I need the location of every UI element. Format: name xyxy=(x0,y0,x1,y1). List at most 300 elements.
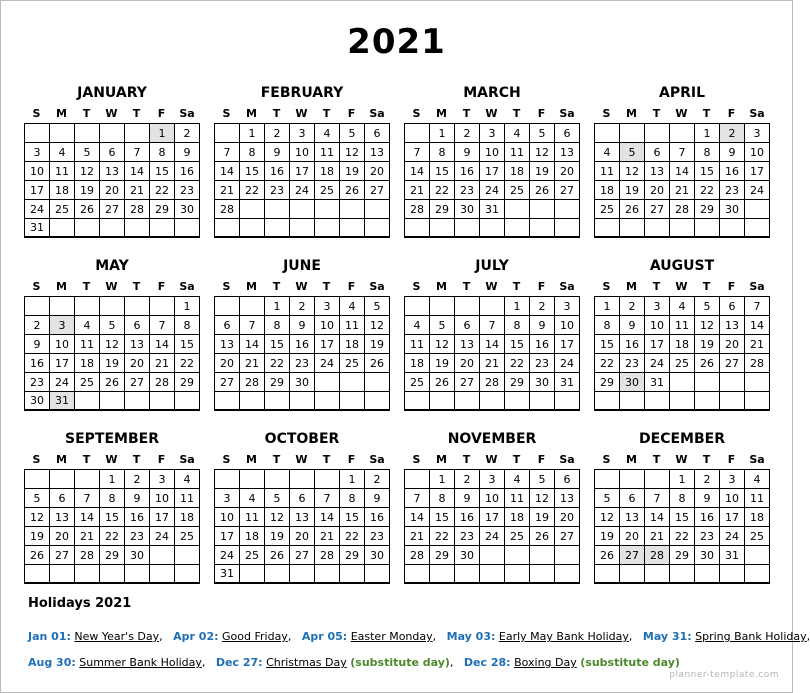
day-cell: 1 xyxy=(695,124,720,143)
day-cell: 9 xyxy=(455,489,480,508)
day-cell: 7 xyxy=(405,143,430,162)
weekday-header-row xyxy=(594,277,770,296)
weekday-header-row xyxy=(404,277,580,296)
empty-cell xyxy=(480,219,505,238)
day-cell: 21 xyxy=(670,181,695,200)
empty-cell xyxy=(240,219,265,238)
day-cell: 30 xyxy=(455,546,480,565)
day-cell: 3 xyxy=(290,124,315,143)
day-cell: 23 xyxy=(455,527,480,546)
holidays-title: Holidays 2021 xyxy=(28,596,132,611)
day-cell: 27 xyxy=(215,373,240,392)
day-cell: 18 xyxy=(670,335,695,354)
empty-cell xyxy=(430,392,455,411)
day-cell: 22 xyxy=(265,354,290,373)
day-cell: 11 xyxy=(405,335,430,354)
day-cell: 20 xyxy=(290,527,315,546)
day-cell: 21 xyxy=(405,527,430,546)
day-cell: 8 xyxy=(430,489,455,508)
day-cell: 12 xyxy=(620,162,645,181)
day-cell: 16 xyxy=(530,335,555,354)
empty-cell xyxy=(670,392,695,411)
holiday-item: Dec 27: Christmas Day (substitute day), xyxy=(215,656,454,669)
weekday-header: F xyxy=(537,280,546,293)
weekday-header: Sa xyxy=(749,453,765,466)
day-cell: 8 xyxy=(430,143,455,162)
empty-cell xyxy=(620,219,645,238)
empty-cell xyxy=(150,297,175,316)
day-cell: 24 xyxy=(555,354,580,373)
empty-cell xyxy=(620,124,645,143)
empty-cell xyxy=(745,200,770,219)
empty-cell xyxy=(530,565,555,584)
holiday-date: Dec 28: xyxy=(463,656,511,669)
day-cell: 3 xyxy=(645,297,670,316)
day-cell: 7 xyxy=(670,143,695,162)
day-cell: 16 xyxy=(720,162,745,181)
weekday-header: T xyxy=(462,280,471,293)
weekday-header: T xyxy=(322,107,331,120)
empty-cell xyxy=(430,565,455,584)
weekday-header: S xyxy=(602,453,611,466)
day-cell: 6 xyxy=(620,489,645,508)
empty-cell xyxy=(175,565,200,584)
day-cell: 10 xyxy=(290,143,315,162)
empty-cell xyxy=(290,470,315,489)
day-cell: 13 xyxy=(455,335,480,354)
holiday-item: Aug 30: Summer Bank Holiday, xyxy=(28,656,206,669)
day-cell: 13 xyxy=(555,143,580,162)
day-cell: 18 xyxy=(745,508,770,527)
day-cell: 13 xyxy=(50,508,75,527)
weekday-header: Sa xyxy=(559,107,575,120)
day-cell: 24 xyxy=(50,373,75,392)
day-cell: 14 xyxy=(405,162,430,181)
day-cell: 24 xyxy=(215,546,240,565)
day-cell: 18 xyxy=(340,335,365,354)
day-cell: 13 xyxy=(290,508,315,527)
empty-cell xyxy=(125,392,150,411)
day-cell: 8 xyxy=(150,143,175,162)
weekday-header: T xyxy=(272,453,281,466)
holiday-name: Spring Bank Holiday xyxy=(695,630,807,643)
day-cell: 29 xyxy=(430,546,455,565)
day-cell: 10 xyxy=(25,162,50,181)
empty-cell xyxy=(505,565,530,584)
weekday-header: Sa xyxy=(179,280,195,293)
day-cell: 14 xyxy=(150,335,175,354)
day-cell: 17 xyxy=(25,181,50,200)
day-cell: 9 xyxy=(290,316,315,335)
day-cell: 4 xyxy=(670,297,695,316)
day-cell: 15 xyxy=(695,162,720,181)
day-cell: 27 xyxy=(100,200,125,219)
empty-cell xyxy=(50,470,75,489)
empty-cell xyxy=(595,219,620,238)
empty-cell xyxy=(695,565,720,584)
day-cell: 1 xyxy=(150,124,175,143)
holiday-item: May 31: Spring Bank Holiday, xyxy=(642,630,810,643)
day-cell: 23 xyxy=(25,373,50,392)
weekday-header: F xyxy=(347,453,356,466)
weekday-header: T xyxy=(272,107,281,120)
empty-cell xyxy=(265,392,290,411)
empty-cell xyxy=(25,124,50,143)
empty-cell xyxy=(315,470,340,489)
day-cell: 22 xyxy=(595,354,620,373)
day-cell: 6 xyxy=(365,124,390,143)
day-cell: 12 xyxy=(340,143,365,162)
empty-cell xyxy=(670,565,695,584)
day-cell: 25 xyxy=(75,373,100,392)
month-february xyxy=(214,82,390,238)
day-cell: 22 xyxy=(150,181,175,200)
holiday-name: Early May Bank Holiday xyxy=(498,630,629,643)
day-cell: 19 xyxy=(100,354,125,373)
empty-cell xyxy=(100,565,125,584)
empty-cell xyxy=(290,392,315,411)
day-cell: 5 xyxy=(530,124,555,143)
day-cell: 30 xyxy=(25,392,50,411)
weekday-header: M xyxy=(626,280,637,293)
empty-cell xyxy=(720,392,745,411)
day-cell: 31 xyxy=(215,565,240,584)
day-cell: 27 xyxy=(555,527,580,546)
day-cell: 3 xyxy=(215,489,240,508)
empty-cell xyxy=(555,219,580,238)
holiday-name: Boxing Day xyxy=(514,656,577,669)
day-cell: 10 xyxy=(745,143,770,162)
day-cell: 22 xyxy=(670,527,695,546)
day-cell: 8 xyxy=(340,489,365,508)
day-cell: 9 xyxy=(265,143,290,162)
day-cell: 4 xyxy=(240,489,265,508)
day-cell: 29 xyxy=(595,373,620,392)
holiday-date: May 03: xyxy=(446,630,496,643)
holiday-name: Christmas Day xyxy=(266,656,347,669)
day-cell: 6 xyxy=(555,124,580,143)
day-cell: 12 xyxy=(695,316,720,335)
weekday-header-row xyxy=(594,450,770,469)
day-cell: 21 xyxy=(405,181,430,200)
empty-cell xyxy=(150,565,175,584)
weekday-header: M xyxy=(246,107,257,120)
weekday-header: M xyxy=(56,453,67,466)
weekday-header: Sa xyxy=(559,453,575,466)
empty-cell xyxy=(480,392,505,411)
day-cell: 8 xyxy=(100,489,125,508)
day-grid xyxy=(594,296,770,411)
day-cell: 11 xyxy=(505,489,530,508)
day-cell: 9 xyxy=(455,143,480,162)
day-cell: 17 xyxy=(480,162,505,181)
day-cell: 15 xyxy=(595,335,620,354)
weekday-header-row xyxy=(24,277,200,296)
day-cell: 29 xyxy=(150,200,175,219)
day-cell: 3 xyxy=(745,124,770,143)
day-cell: 29 xyxy=(430,200,455,219)
day-cell: 15 xyxy=(430,508,455,527)
day-cell: 19 xyxy=(340,162,365,181)
day-cell: 7 xyxy=(645,489,670,508)
day-cell: 8 xyxy=(695,143,720,162)
weekday-header: T xyxy=(132,280,141,293)
weekday-header-row xyxy=(404,450,580,469)
day-cell: 18 xyxy=(595,181,620,200)
empty-cell xyxy=(670,124,695,143)
day-cell: 21 xyxy=(75,527,100,546)
day-grid xyxy=(214,296,390,411)
empty-cell xyxy=(745,546,770,565)
day-cell: 18 xyxy=(50,181,75,200)
empty-cell xyxy=(215,219,240,238)
empty-cell xyxy=(215,470,240,489)
day-cell: 13 xyxy=(645,162,670,181)
day-cell: 12 xyxy=(365,316,390,335)
empty-cell xyxy=(340,219,365,238)
empty-cell xyxy=(25,470,50,489)
day-cell: 6 xyxy=(555,470,580,489)
empty-cell xyxy=(240,297,265,316)
day-cell: 8 xyxy=(265,316,290,335)
holiday-item xyxy=(453,656,680,669)
empty-cell xyxy=(315,565,340,584)
day-cell: 24 xyxy=(150,527,175,546)
weekday-header-row xyxy=(404,104,580,123)
day-cell: 6 xyxy=(290,489,315,508)
day-cell: 26 xyxy=(265,546,290,565)
empty-cell xyxy=(530,200,555,219)
empty-cell xyxy=(645,219,670,238)
day-cell: 2 xyxy=(125,470,150,489)
day-cell: 19 xyxy=(530,162,555,181)
day-cell: 28 xyxy=(670,200,695,219)
day-cell: 22 xyxy=(340,527,365,546)
day-cell: 25 xyxy=(670,354,695,373)
empty-cell xyxy=(555,546,580,565)
weekday-header-row xyxy=(594,104,770,123)
day-cell: 5 xyxy=(340,124,365,143)
empty-cell xyxy=(340,200,365,219)
day-cell: 24 xyxy=(290,181,315,200)
day-cell: 5 xyxy=(75,143,100,162)
day-cell: 2 xyxy=(455,124,480,143)
day-cell: 21 xyxy=(240,354,265,373)
day-cell: 23 xyxy=(290,354,315,373)
day-cell: 9 xyxy=(530,316,555,335)
weekday-header: Sa xyxy=(369,280,385,293)
day-cell: 22 xyxy=(240,181,265,200)
weekday-header: W xyxy=(675,280,688,293)
weekday-header: Sa xyxy=(559,280,575,293)
day-cell: 29 xyxy=(265,373,290,392)
weekday-header: T xyxy=(512,280,521,293)
day-cell: 11 xyxy=(340,316,365,335)
day-grid xyxy=(24,123,200,238)
day-cell: 25 xyxy=(595,200,620,219)
day-cell: 25 xyxy=(50,200,75,219)
day-cell: 30 xyxy=(695,546,720,565)
empty-cell xyxy=(720,565,745,584)
empty-cell xyxy=(340,373,365,392)
day-cell: 2 xyxy=(620,297,645,316)
day-cell: 23 xyxy=(455,181,480,200)
weekday-header: F xyxy=(347,107,356,120)
empty-cell xyxy=(480,297,505,316)
weekday-header: F xyxy=(727,453,736,466)
day-cell: 7 xyxy=(150,316,175,335)
day-cell: 9 xyxy=(125,489,150,508)
day-cell: 25 xyxy=(175,527,200,546)
empty-cell xyxy=(645,470,670,489)
month-name: DECEMBER xyxy=(639,431,725,447)
day-cell: 20 xyxy=(215,354,240,373)
empty-cell xyxy=(365,392,390,411)
day-cell: 23 xyxy=(530,354,555,373)
day-cell: 19 xyxy=(620,181,645,200)
month-name: OCTOBER xyxy=(264,431,340,447)
day-cell: 10 xyxy=(555,316,580,335)
month-october xyxy=(214,428,390,584)
empty-cell xyxy=(480,546,505,565)
weekday-header-row xyxy=(24,104,200,123)
month-april xyxy=(594,82,770,238)
day-cell: 13 xyxy=(365,143,390,162)
empty-cell xyxy=(455,297,480,316)
day-cell: 13 xyxy=(620,508,645,527)
day-cell: 16 xyxy=(25,354,50,373)
weekday-header: T xyxy=(652,107,661,120)
day-cell: 16 xyxy=(290,335,315,354)
day-cell: 27 xyxy=(455,373,480,392)
day-cell: 7 xyxy=(75,489,100,508)
holiday-item: May 03: Early May Bank Holiday, xyxy=(446,630,633,643)
day-cell: 13 xyxy=(555,489,580,508)
empty-cell xyxy=(555,200,580,219)
empty-cell xyxy=(530,546,555,565)
day-cell: 12 xyxy=(100,335,125,354)
day-cell: 6 xyxy=(645,143,670,162)
day-cell: 19 xyxy=(695,335,720,354)
day-cell: 29 xyxy=(695,200,720,219)
weekday-header: T xyxy=(322,280,331,293)
day-cell: 9 xyxy=(720,143,745,162)
holiday-line xyxy=(28,656,680,669)
day-cell: 31 xyxy=(25,219,50,238)
empty-cell xyxy=(645,124,670,143)
day-cell: 4 xyxy=(745,470,770,489)
month-name: MARCH xyxy=(463,85,521,101)
empty-cell xyxy=(530,392,555,411)
month-march xyxy=(404,82,580,238)
day-cell: 8 xyxy=(595,316,620,335)
day-cell: 11 xyxy=(315,143,340,162)
day-cell: 14 xyxy=(315,508,340,527)
weekday-header: S xyxy=(222,280,231,293)
empty-cell xyxy=(455,392,480,411)
day-cell: 4 xyxy=(315,124,340,143)
weekday-header: T xyxy=(512,453,521,466)
weekday-header: T xyxy=(462,453,471,466)
day-cell: 4 xyxy=(595,143,620,162)
day-grid xyxy=(594,123,770,238)
day-cell: 7 xyxy=(405,489,430,508)
day-cell: 16 xyxy=(455,162,480,181)
day-cell: 22 xyxy=(430,527,455,546)
holiday-item: Apr 05: Easter Monday, xyxy=(301,630,437,643)
empty-cell xyxy=(75,124,100,143)
month-name: APRIL xyxy=(658,85,705,101)
weekday-header: W xyxy=(295,280,308,293)
day-cell: 20 xyxy=(555,162,580,181)
day-cell: 26 xyxy=(100,373,125,392)
weekday-header: W xyxy=(485,280,498,293)
empty-cell xyxy=(240,470,265,489)
holiday-date: Apr 05: xyxy=(301,630,348,643)
day-cell: 4 xyxy=(505,124,530,143)
weekday-header: S xyxy=(222,453,231,466)
day-cell: 2 xyxy=(25,316,50,335)
empty-cell xyxy=(125,297,150,316)
empty-cell xyxy=(405,470,430,489)
day-cell: 19 xyxy=(595,527,620,546)
month-january xyxy=(24,82,200,238)
day-cell: 28 xyxy=(315,546,340,565)
empty-cell xyxy=(505,219,530,238)
day-cell: 30 xyxy=(175,200,200,219)
day-cell: 23 xyxy=(695,527,720,546)
day-cell: 12 xyxy=(265,508,290,527)
day-cell: 16 xyxy=(365,508,390,527)
day-cell: 23 xyxy=(365,527,390,546)
holiday-date: Aug 30: xyxy=(28,656,76,669)
day-cell: 11 xyxy=(75,335,100,354)
day-cell: 31 xyxy=(555,373,580,392)
day-cell: 17 xyxy=(315,335,340,354)
day-cell: 5 xyxy=(100,316,125,335)
day-cell: 14 xyxy=(240,335,265,354)
empty-cell xyxy=(405,392,430,411)
day-cell: 14 xyxy=(670,162,695,181)
empty-cell xyxy=(695,392,720,411)
empty-cell xyxy=(505,546,530,565)
month-july xyxy=(404,255,580,411)
empty-cell xyxy=(75,470,100,489)
weekday-header-row xyxy=(214,104,390,123)
day-cell: 14 xyxy=(480,335,505,354)
empty-cell xyxy=(620,565,645,584)
day-cell: 24 xyxy=(315,354,340,373)
day-cell: 18 xyxy=(240,527,265,546)
day-cell: 7 xyxy=(745,297,770,316)
day-cell: 1 xyxy=(340,470,365,489)
empty-cell xyxy=(620,392,645,411)
empty-cell xyxy=(240,392,265,411)
watermark: planner-template.com xyxy=(669,670,779,680)
day-cell: 14 xyxy=(125,162,150,181)
empty-cell xyxy=(215,392,240,411)
day-cell: 26 xyxy=(365,354,390,373)
day-cell: 20 xyxy=(365,162,390,181)
empty-cell xyxy=(405,565,430,584)
day-grid xyxy=(24,469,200,584)
day-cell: 30 xyxy=(290,373,315,392)
day-cell: 17 xyxy=(50,354,75,373)
day-cell: 8 xyxy=(670,489,695,508)
empty-cell xyxy=(290,219,315,238)
day-cell: 4 xyxy=(340,297,365,316)
weekday-header: M xyxy=(246,280,257,293)
